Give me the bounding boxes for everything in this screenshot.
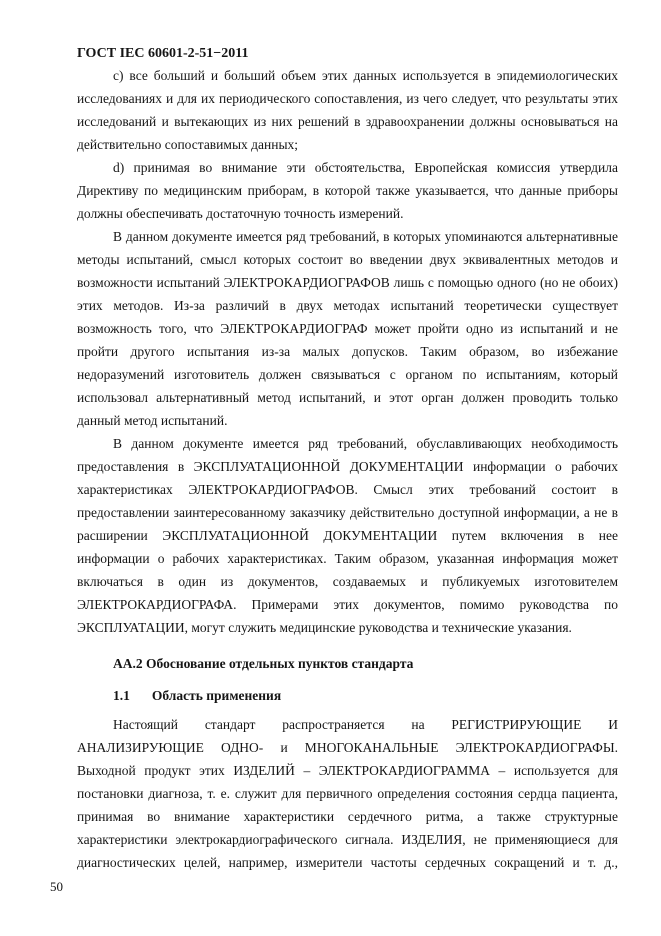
page-number: 50 bbox=[50, 879, 63, 894]
text-line: методы испытаний, смысл которых состоит во введении двух эквивалентных методов и bbox=[77, 252, 618, 267]
text-line: d) принимая во внимание эти обстоятельства, Европейская комиссия утвердила bbox=[113, 160, 618, 175]
text-line: предоставлении заинтересованному заказчику действительно доступной информации, а не в bbox=[77, 505, 618, 520]
text-line: АНАЛИЗИРУЮЩИЕ ОДНО- и МНОГОКАНАЛЬНЫЕ ЭЛЕКТРОКАРДИОГРАФЫ. bbox=[77, 740, 618, 755]
subsection-heading bbox=[77, 684, 618, 707]
text-line: данный метод испытаний. bbox=[77, 413, 228, 428]
text-line: характеристики электрокардиографического сигнала. ИЗДЕЛИЯ, не применяющиеся для bbox=[77, 832, 618, 847]
text-line: ЭКСПЛУАТАЦИИ, могут служить медицинские руководства и технические указания. bbox=[77, 620, 572, 635]
text-line: расширении ЭКСПЛУАТАЦИОННОЙ ДОКУМЕНТАЦИИ путем включения в нее bbox=[77, 528, 618, 543]
text-line: диагностических целей, например, измерители частоты сердечных сокращений и т. д., bbox=[77, 855, 618, 870]
text-line: принимая во внимание характеристики сердечного ритма, а также структурные bbox=[77, 809, 618, 824]
text-line: возможности испытаний ЭЛЕКТРОКАРДИОГРАФОВ лишь с помощью одного (но не обоих) bbox=[77, 275, 618, 290]
text-line: постановки диагноза, т. е. служит для первичного определения состояния сердца пациента, bbox=[77, 786, 618, 801]
text-line: ЭЛЕКТРОКАРДИОГРАФА. Примерами этих документов, помимо руководства по bbox=[77, 597, 618, 612]
text-line: этих методов. Из-за различий в двух методах испытаний теоретически существует bbox=[77, 298, 618, 313]
text-line: Директиву по медицинским приборам, в которой также указывается, что данные приборы bbox=[77, 183, 618, 198]
text-line: действительно сопоставимых данных; bbox=[77, 137, 299, 152]
document-header: ГОСТ IEC 60601-2-51−2011 bbox=[77, 46, 249, 61]
text-line: В данном документе имеется ряд требований, обуславливающих необходимость bbox=[113, 436, 618, 451]
text-line: информации о рабочих характеристиках. Таким образом, указанная информация может bbox=[77, 551, 618, 566]
text-line: В данном документе имеется ряд требований, в которых упоминаются альтернативные bbox=[113, 229, 618, 244]
text-line: пройти другого испытания из-за малых допусков. Таким образом, во избежание bbox=[77, 344, 618, 359]
text-line: Выходной продукт этих ИЗДЕЛИЙ – ЭЛЕКТРОКАРДИОГРАММА – используется для bbox=[77, 763, 618, 778]
text-line: возможность того, что ЭЛЕКТРОКАРДИОГРАФ может пройти одно из испытаний и не bbox=[77, 321, 618, 336]
text-line: исследований и вытекающих из них решений в здравоохранении должны основываться на bbox=[77, 114, 618, 129]
text-line: Настоящий стандарт распространяется на РЕГИСТРИРУЮЩИЕ И bbox=[113, 717, 618, 732]
text-line: предоставления в ЭКСПЛУАТАЦИОННОЙ ДОКУМЕНТАЦИИ информации о рабочих bbox=[77, 459, 618, 474]
text-line: недоразумений изготовитель должен связываться с органом по испытаниям, который bbox=[77, 367, 618, 382]
text-line: характеристиках ЭЛЕКТРОКАРДИОГРАФОВ. Смысл этих требований состоит в bbox=[77, 482, 618, 497]
text-line: включаться в один из документов, создаваемых и публикуемых изготовителем bbox=[77, 574, 618, 589]
section-heading: АА.2 Обоснование отдельных пунктов стандарта bbox=[113, 656, 414, 671]
text-line: исследованиях и для их периодического сопоставления, из чего следует, что результаты этих bbox=[77, 91, 618, 106]
text-line: использовал альтернативный метод испытаний, и этот орган должен проводить только bbox=[77, 390, 618, 405]
subsection-title: Область применения bbox=[151, 688, 282, 703]
text-line: c) все больший и больший объем этих данных используется в эпидемиологических bbox=[113, 68, 618, 83]
subsection-number: 1.1 bbox=[113, 688, 130, 703]
text-line: должны обеспечивать достаточную точность измерений. bbox=[77, 206, 404, 221]
document-body bbox=[77, 64, 618, 874]
